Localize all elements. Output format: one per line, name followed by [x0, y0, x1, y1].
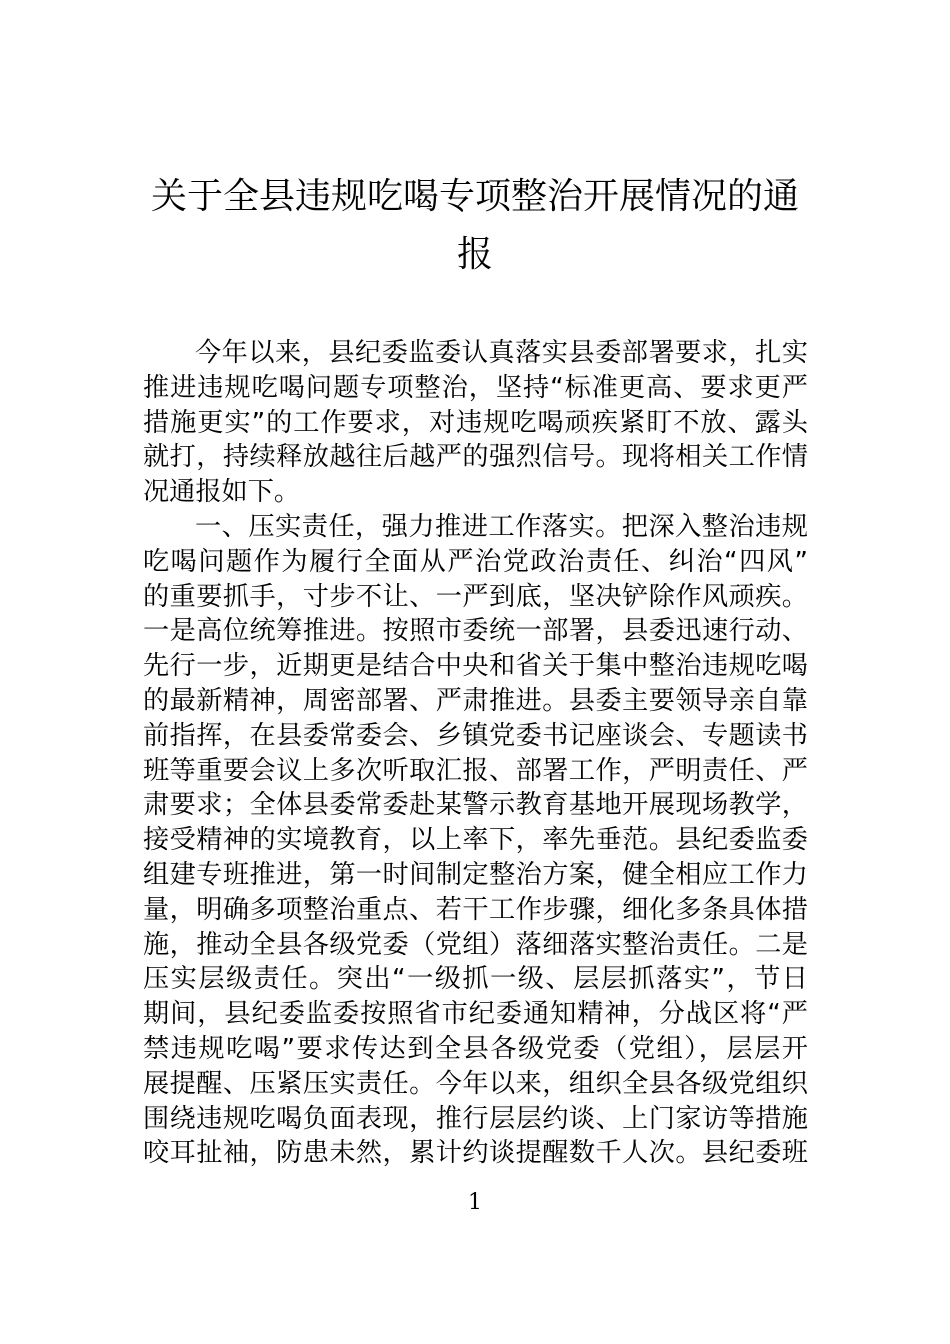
body-line: 围绕违规吃喝负面表现，推行层层约谈、上门家访等措施 — [143, 1103, 808, 1134]
body-line: 况通报如下。 — [143, 477, 301, 508]
body-line: 肃要求；全体县委常委赴某警示教育基地开展现场教学， — [143, 790, 808, 821]
body-line: 一、压实责任，强力推进工作落实。把深入整治违规 — [195, 511, 808, 542]
document-title — [140, 168, 810, 284]
body-line: 前指挥，在县委常委会、乡镇党委书记座谈会、专题读书 — [143, 720, 808, 751]
title-line-1: 关于全县违规吃喝专项整治开展情况的通 — [150, 176, 799, 217]
body-line: 班等重要会议上多次听取汇报、部署工作，严明责任、严 — [143, 755, 808, 786]
title-line-2: 报 — [456, 234, 493, 275]
body-line: 展提醒、压紧压实责任。今年以来，组织全县各级党组织 — [143, 1068, 808, 1099]
body-line: 今年以来，县纪委监委认真落实县委部署要求，扎实 — [195, 338, 808, 368]
body-line: 组建专班推进，第一时间制定整治方案，健全相应工作力 — [143, 859, 808, 890]
body-line: 咬耳扯袖，防患未然，累计约谈提醒数千人次。县纪委班 — [143, 1138, 808, 1169]
body-line: 一是高位统筹推进。按照市委统一部署，县委迅速行动、 — [143, 616, 808, 647]
body-line: 禁违规吃喝”要求传达到全县各级党委（党组），层层开 — [143, 1033, 808, 1064]
body-line: 接受精神的实境教育，以上率下，率先垂范。县纪委监委 — [143, 825, 808, 856]
body-line: 的重要抓手，寸步不让、一严到底，坚决铲除作风顽疾。 — [143, 581, 808, 612]
body-line: 施，推动全县各级党委（党组）落细落实整治责任。二是 — [143, 929, 808, 960]
body-line: 先行一步，近期更是结合中央和省关于集中整治违规吃喝 — [143, 651, 808, 682]
body-line: 量，明确多项整治重点、若干工作步骤，细化多条具体措 — [143, 894, 808, 925]
page-number: 1 — [468, 1190, 482, 1215]
body-line: 就打，持续释放越往后越严的强烈信号。现将相关工作情 — [143, 442, 808, 473]
body-line: 推进违规吃喝问题专项整治，坚持“标准更高、要求更严 — [143, 372, 808, 403]
body-line: 压实层级责任。突出“一级抓一级、层层抓落实”，节日 — [143, 964, 808, 995]
body-line: 期间，县纪委监委按照省市纪委通知精神，分战区将“严 — [143, 999, 808, 1030]
document-body — [143, 336, 808, 1171]
body-line: 的最新精神，周密部署、严肃推进。县委主要领导亲自靠 — [143, 685, 808, 716]
body-line: 措施更实”的工作要求，对违规吃喝顽疾紧盯不放、露头 — [143, 407, 808, 438]
body-line: 吃喝问题作为履行全面从严治党政治责任、纠治“四风” — [143, 546, 808, 577]
